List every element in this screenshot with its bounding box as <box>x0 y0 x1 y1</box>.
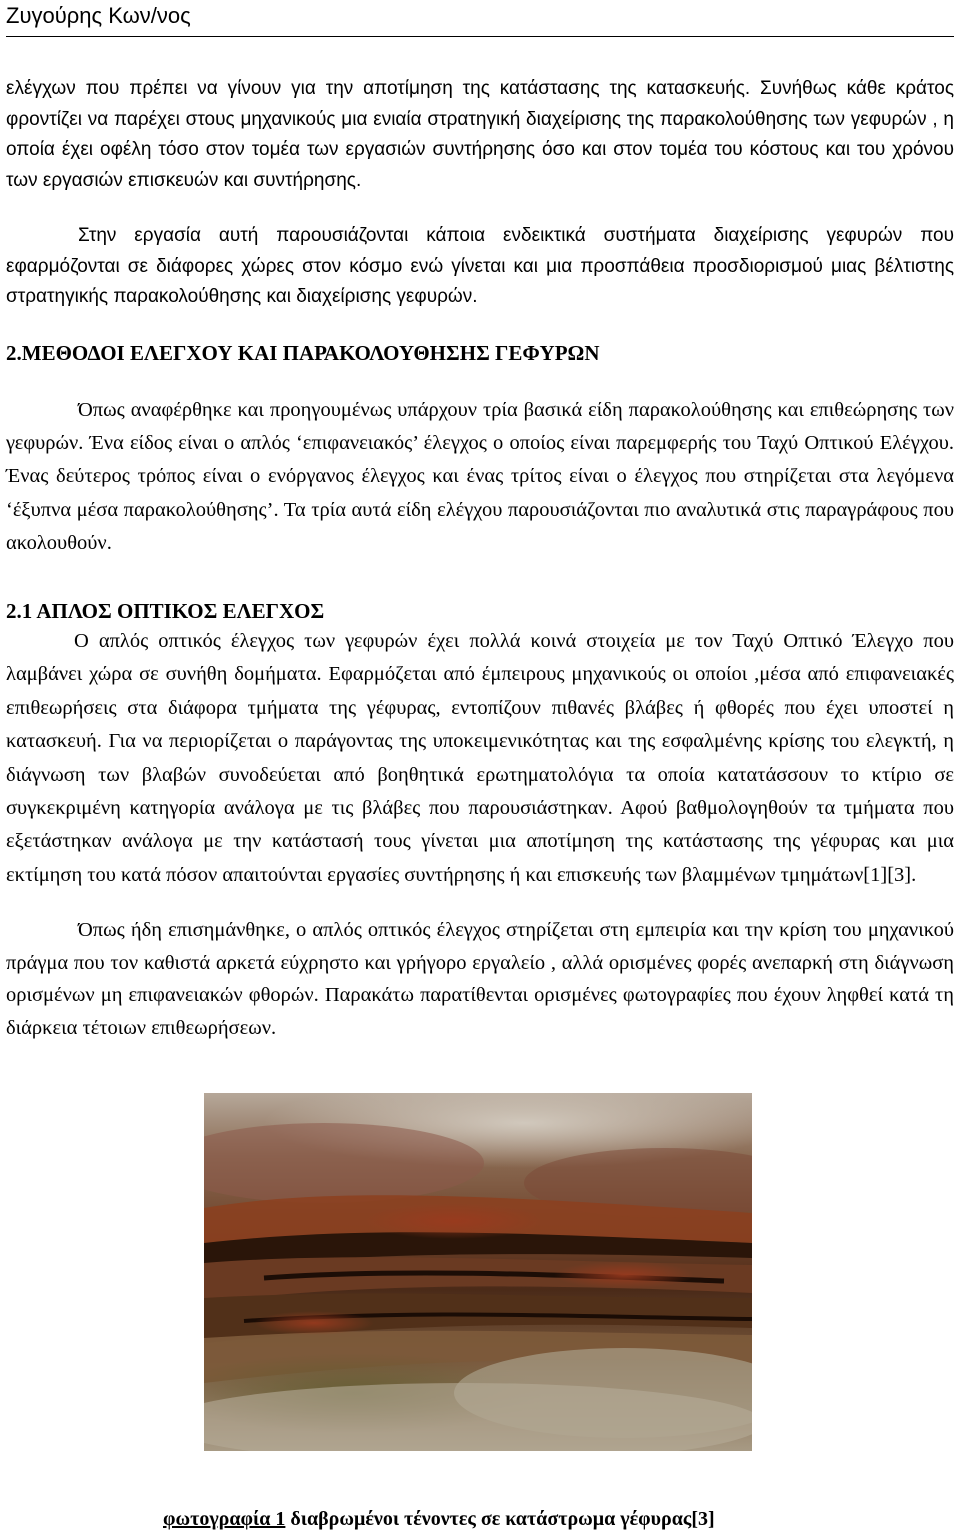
section-2-1-paragraph-2: Όπως ήδη επισημάνθηκε, ο απλός οπτικός έλεγχος στηρίζεται στη εμπειρία και την κρίση του μηχανικού πράγμα που τον καθιστά αρκετά εύχρηστο και γρήγορο εργαλείο , αλλά ορισμένες φορές ανεπαρκή στη διάγνωση ορισμένων μη επιφανειακών φθορών. Παρακάτω παρατίθενται ορισμένες φωτογραφίες που έχουν ληφθεί κατά τη διάρκεια τέτοιων επιθεωρήσεων. <box>6 919 954 1039</box>
section-2-1-heading: 2.1 ΑΠΛΟΣ ΟΠΤΙΚΟΣ ΕΛΕΓΧΟΣ <box>6 599 325 623</box>
intro-paragraph-2: Στην εργασία αυτή παρουσιάζονται κάποια ενδεικτικά συστήματα διαχείρισης γεφυρών που εφαρμόζονται σε διάφορες χώρες στον κόσμο ενώ γίνεται και μια προσπάθεια προσδιορισμού μιας βέλτιστης στρατηγικής παρακολούθησης και διαχείρισης γεφυρών. <box>6 225 954 308</box>
section-2-paragraph: Όπως αναφέρθηκε και προηγουμένως υπάρχουν τρία βασικά είδη παρακολούθησης και επιθεώρησης των γεφυρών. Ένα είδος είναι ο απλός ‘επιφανειακός’ έλεγχος ο οποίος είναι παρεμφερής του Ταχύ Οπτικού Ελέγχου. Ένας δεύτερος τρόπος είναι ο ενόργανος έλεγχος και ένας τρίτος είναι ο έλεγχος που στηρίζεται στα λεγόμενα ‘έξυπνα μέσα παρακολούθησης’. Τα τρία αυτά είδη ελέγχου παρουσιάζονται πιο αναλυτικά στις παραγράφους που ακολουθούν. <box>6 399 954 554</box>
photo-caption <box>163 1505 715 1533</box>
intro-paragraph-1: ελέγχων που πρέπει να γίνουν για την αποτίμηση της κατάστασης της κατασκευής. Συνήθως κάθε κράτος φροντίζει να παρέχει στους μηχανικούς μια ενιαία στρατηγική διαχείρισης της παρακολούθησης των γεφυρών , η οποία έχει οφέλη τόσο στον τομέα των εργασιών συντήρησης όσο και στον τομέα του κόστους και του χρόνου των εργασιών επισκευών και συντήρησης. <box>6 78 954 191</box>
section-2-heading: 2.ΜΕΘΟΔΟΙ ΕΛΕΓΧΟΥ ΚΑΙ ΠΑΡΑΚΟΛΟΥΘΗΣΗΣ ΓΕΦΥΡΩΝ <box>6 341 600 365</box>
section-2-1-paragraph-1: Ο απλός οπτικός έλεγχος των γεφυρών έχει πολλά κοινά στοιχεία με τον Ταχύ Οπτικό Έλεγχο που λαμβάνει χώρα σε συνήθη δομήματα. Εφαρμόζεται από έμπειρους μηχανικούς οι οποίοι ,μέσα από επιφανειακές επιθεωρήσεις στα διάφορα τμήματα της γέφυρας, εντοπίζουν πιθανές βλάβες ή φθορές που έχει υποστεί η κατασκευή. Για να περιορίζεται ο παράγοντας της υποκειμενικότητας και της εσφαλμένης κρίσης του ελεγκτή, η διάγνωση των βλαβών συνοδεύεται από βοηθητικά ερωτηματολόγια τα οποία κατατάσσουν το κτίριο σε συγκεκριμένη κατηγορία ανάλογα με τις βλάβες που παρουσιάστηκαν. Αφού βαθμολογηθούν τα τμήματα που εξετάστηκαν ανάλογα με την κατάστασή τους γίνεται μια αποτίμηση της κατάστασης της γέφυρας και μια εκτίμηση του κατά πόσον απαιτούνται εργασίες συντήρησης ή και επισκευής των βλαμμένων τμημάτων[1][3]. <box>6 630 954 886</box>
running-header-author: Ζυγούρης Κων/νος <box>6 2 954 37</box>
photo-caption-label: φωτογραφία 1 <box>163 1508 286 1530</box>
photo-caption-text: διαβρωμένοι τένοντες σε κατάστρωμα γέφυρας[3] <box>285 1508 715 1530</box>
corroded-tendons-photo <box>204 1093 752 1451</box>
